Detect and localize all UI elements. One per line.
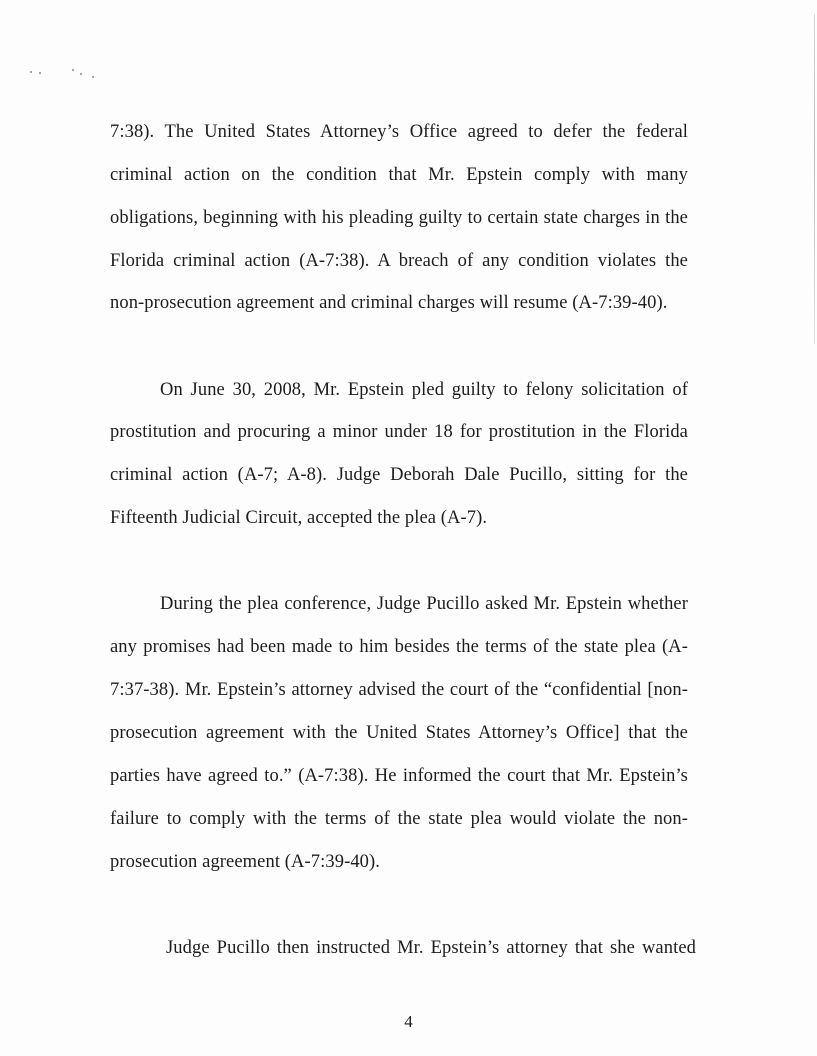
paragraph-3-line-5: parties have agreed to.” (A-7:38). He informed the court that Mr. Epstein’s xyxy=(110,766,688,786)
scan-edge xyxy=(814,14,815,344)
paragraph-3-line-6: failure to comply with the terms of the state plea would violate the non- xyxy=(110,809,688,829)
paragraph-2-line-2: prostitution and procuring a minor under 18 for prostitution in the Florida xyxy=(110,422,688,442)
paragraph-2-line-1: On June 30, 2008, Mr. Epstein pled guilty to felony solicitation of xyxy=(160,380,688,400)
paragraph-3-line-7: prosecution agreement (A-7:39-40). xyxy=(110,852,381,872)
scan-speck xyxy=(39,72,41,74)
scan-speck xyxy=(30,71,32,73)
paragraph-1-line-1: 7:38). The United States Attorney’s Office agreed to defer the federal xyxy=(110,122,688,142)
paragraph-1-line-2: criminal action on the condition that Mr. Epstein comply with many xyxy=(110,165,688,185)
scan-speck xyxy=(92,76,94,78)
scan-speck xyxy=(72,69,74,71)
paragraph-2-line-3: criminal action (A-7; A-8). Judge Deborah Dale Pucillo, sitting for the xyxy=(110,465,688,485)
paragraph-1-line-5: non-prosecution agreement and criminal charges will resume (A-7:39-40). xyxy=(110,293,668,313)
paragraph-2-line-4: Fifteenth Judicial Circuit, accepted the plea (A-7). xyxy=(110,508,488,528)
paragraph-3-line-1: During the plea conference, Judge Pucillo asked Mr. Epstein whether xyxy=(160,594,688,614)
paragraph-3-line-3: 7:37-38). Mr. Epstein’s attorney advised the court of the “confidential [non- xyxy=(110,680,688,700)
scan-speck xyxy=(80,73,82,75)
paragraph-1-line-3: obligations, beginning with his pleading guilty to certain state charges in the xyxy=(110,208,688,228)
paragraph-3-line-4: prosecution agreement with the United States Attorney’s Office] that the xyxy=(110,723,688,743)
paragraph-3-line-2: any promises had been made to him besides the terms of the state plea (A- xyxy=(110,637,688,657)
paragraph-4-line-1: Judge Pucillo then instructed Mr. Epstein’s attorney that she wanted xyxy=(166,938,696,958)
paragraph-1-line-4: Florida criminal action (A-7:38). A breach of any condition violates the xyxy=(110,251,688,271)
page-number: 4 xyxy=(404,1012,413,1031)
